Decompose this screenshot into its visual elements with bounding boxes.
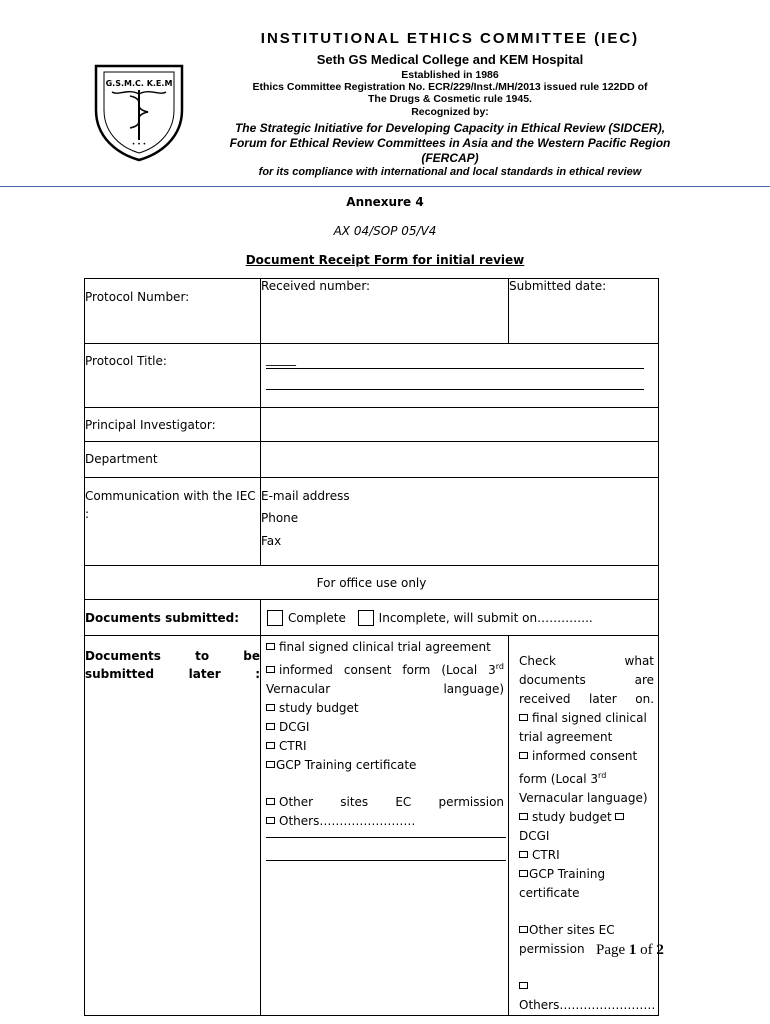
department-field[interactable]	[261, 442, 659, 478]
others-line-2	[266, 838, 506, 861]
svg-text:• • •: • • •	[131, 141, 147, 148]
right-gcp-checkbox[interactable]	[519, 870, 528, 877]
document-receipt-form	[84, 278, 659, 1016]
submission-status	[261, 600, 659, 636]
department-row	[85, 442, 659, 478]
left-others-label: Others……………………	[279, 814, 416, 828]
committee-title: INSTITUTIONAL ETHICS COMMITTEE (IEC)	[260, 30, 640, 47]
right-other-sites-label: Other sites EC permission	[519, 923, 615, 956]
communication-label: Communication with the IEC :	[85, 478, 261, 566]
left-consent-checkbox[interactable]	[266, 666, 275, 673]
left-budget-checkbox[interactable]	[266, 704, 275, 711]
right-gcp-label: GCP Training certificate	[519, 867, 606, 900]
right-gcp-item	[519, 865, 654, 903]
form-title: Document Receipt Form for initial review	[245, 253, 525, 267]
of-word: of	[640, 942, 653, 958]
right-others-item	[519, 977, 654, 1015]
document-code: AX 04/SOP 05/V4	[333, 224, 437, 238]
registration-line: Ethics Committee Registration No. ECR/229/Inst./MH/2013 issued rule 122DD of	[252, 81, 648, 93]
complete-checkbox[interactable]	[267, 610, 283, 626]
title-blank: _____	[266, 352, 296, 366]
others-line-1	[266, 831, 506, 838]
annexure-label: Annexure 4	[346, 195, 424, 209]
page-word: Page	[596, 942, 626, 958]
pi-row	[85, 408, 659, 442]
complete-label: Complete	[288, 610, 346, 625]
left-final-signed-item	[266, 638, 504, 657]
documents-later-text: Documents to be submitted later :	[85, 649, 260, 681]
left-gcp-checkbox[interactable]	[266, 761, 275, 768]
right-consent-checkbox[interactable]	[519, 752, 528, 759]
left-final-signed-label: final signed clinical trial agreement	[279, 640, 491, 654]
protocol-title-field[interactable]	[261, 344, 659, 408]
left-budget-label: study budget	[279, 701, 359, 715]
right-dcgi-label: DCGI	[519, 829, 550, 843]
left-dcgi-item	[266, 718, 504, 737]
right-consent-label-b: Vernacular language)	[519, 791, 648, 805]
documents-later-label	[85, 636, 261, 1016]
documents-later-list	[261, 636, 509, 1016]
right-consent-label-a: informed consent form (Local 3	[519, 749, 638, 786]
recognized-line: Recognized by:	[411, 106, 489, 118]
left-dcgi-checkbox[interactable]	[266, 723, 275, 730]
letterhead	[0, 0, 770, 190]
current-page: 1	[628, 942, 637, 958]
hospital-name: Seth GS Medical College and KEM Hospital	[316, 52, 584, 67]
right-consent-item	[519, 747, 654, 808]
right-consent-sup: rd	[598, 771, 607, 780]
department-label: Department	[85, 442, 261, 478]
established-line: Established in 1986	[401, 69, 499, 81]
right-ctri-item	[519, 846, 654, 865]
left-other-sites-item	[266, 793, 504, 812]
right-final-signed-checkbox[interactable]	[519, 714, 528, 721]
left-dcgi-label: DCGI	[279, 720, 310, 734]
communication-row	[85, 478, 659, 566]
rule-line: The Drugs & Cosmetic rule 1945.	[368, 93, 532, 105]
submitted-date-label: Submitted date:	[509, 279, 607, 293]
left-consent-item	[266, 657, 504, 699]
documents-submitted-label: Documents submitted:	[85, 600, 261, 636]
protocol-title-label: Protocol Title:	[85, 344, 261, 408]
title-line-1	[266, 352, 644, 369]
incomplete-checkbox[interactable]	[358, 610, 374, 626]
email-label: E-mail address	[261, 489, 350, 503]
right-budget-checkbox[interactable]	[519, 813, 528, 820]
right-other-sites-checkbox[interactable]	[519, 926, 528, 933]
left-others-checkbox[interactable]	[266, 817, 275, 824]
left-other-sites-label: Other sites EC permission	[279, 795, 505, 809]
check-instruction: Check what documents are received later on.	[519, 654, 655, 706]
left-ctri-checkbox[interactable]	[266, 742, 275, 749]
left-consent-label-b: Vernacular language)	[266, 682, 505, 696]
communication-field[interactable]	[261, 478, 659, 566]
right-ctri-checkbox[interactable]	[519, 851, 528, 858]
left-others-item	[266, 812, 504, 831]
right-dcgi-checkbox[interactable]	[615, 813, 624, 820]
right-budget-label: study budget	[532, 810, 612, 824]
right-ctri-label: CTRI	[532, 848, 560, 862]
documents-later-row	[85, 636, 659, 1016]
right-final-signed-item	[519, 709, 654, 747]
right-others-checkbox[interactable]	[519, 982, 528, 989]
sidcer-line: The Strategic Initiative for Developing Capacity in Ethical Review (SIDCER),	[234, 121, 666, 135]
left-ctri-label: CTRI	[279, 739, 307, 753]
documents-submitted-row	[85, 600, 659, 636]
office-use-label: For office use only	[85, 566, 659, 600]
phone-label: Phone	[261, 511, 299, 525]
protocol-number-row	[85, 279, 659, 344]
right-others-label: Others……………………	[519, 998, 656, 1012]
institution-seal-logo	[90, 62, 188, 162]
pi-field[interactable]	[261, 408, 659, 442]
forum-line: Forum for Ethical Review Committees in Asia and the Western Pacific Region	[229, 136, 671, 150]
header-divider	[0, 186, 770, 187]
page-number	[596, 942, 664, 959]
left-consent-sup: rd	[495, 662, 505, 671]
right-budget-dcgi-item	[519, 808, 654, 846]
office-use-row	[85, 566, 659, 600]
left-gcp-item	[266, 756, 504, 775]
received-number-field[interactable]	[261, 279, 509, 344]
received-number-label: Received number:	[261, 279, 371, 293]
total-pages: 2	[656, 942, 664, 958]
right-final-signed-label: final signed clinical trial agreement	[519, 711, 647, 744]
protocol-title-row	[85, 344, 659, 408]
compliance-line: for its compliance with international and local standards in ethical review	[258, 166, 642, 178]
left-final-signed-checkbox[interactable]	[266, 643, 275, 650]
left-gcp-label: GCP Training certificate	[276, 758, 417, 772]
fercap-line: (FERCAP)	[421, 151, 479, 165]
left-budget-item	[266, 699, 504, 718]
left-other-sites-checkbox[interactable]	[266, 798, 275, 805]
left-consent-label-a: informed consent form (Local 3	[279, 663, 496, 677]
pi-label: Principal Investigator:	[85, 408, 261, 442]
svg-text:G.S.M.C. K.E.M: G.S.M.C. K.E.M	[105, 79, 173, 88]
incomplete-label: Incomplete, will submit on…………..	[378, 610, 593, 625]
title-line-2	[266, 373, 644, 390]
fax-label: Fax	[261, 534, 282, 548]
left-ctri-item	[266, 737, 504, 756]
submitted-date-field[interactable]	[509, 279, 659, 344]
protocol-number-label: Protocol Number:	[85, 279, 261, 344]
